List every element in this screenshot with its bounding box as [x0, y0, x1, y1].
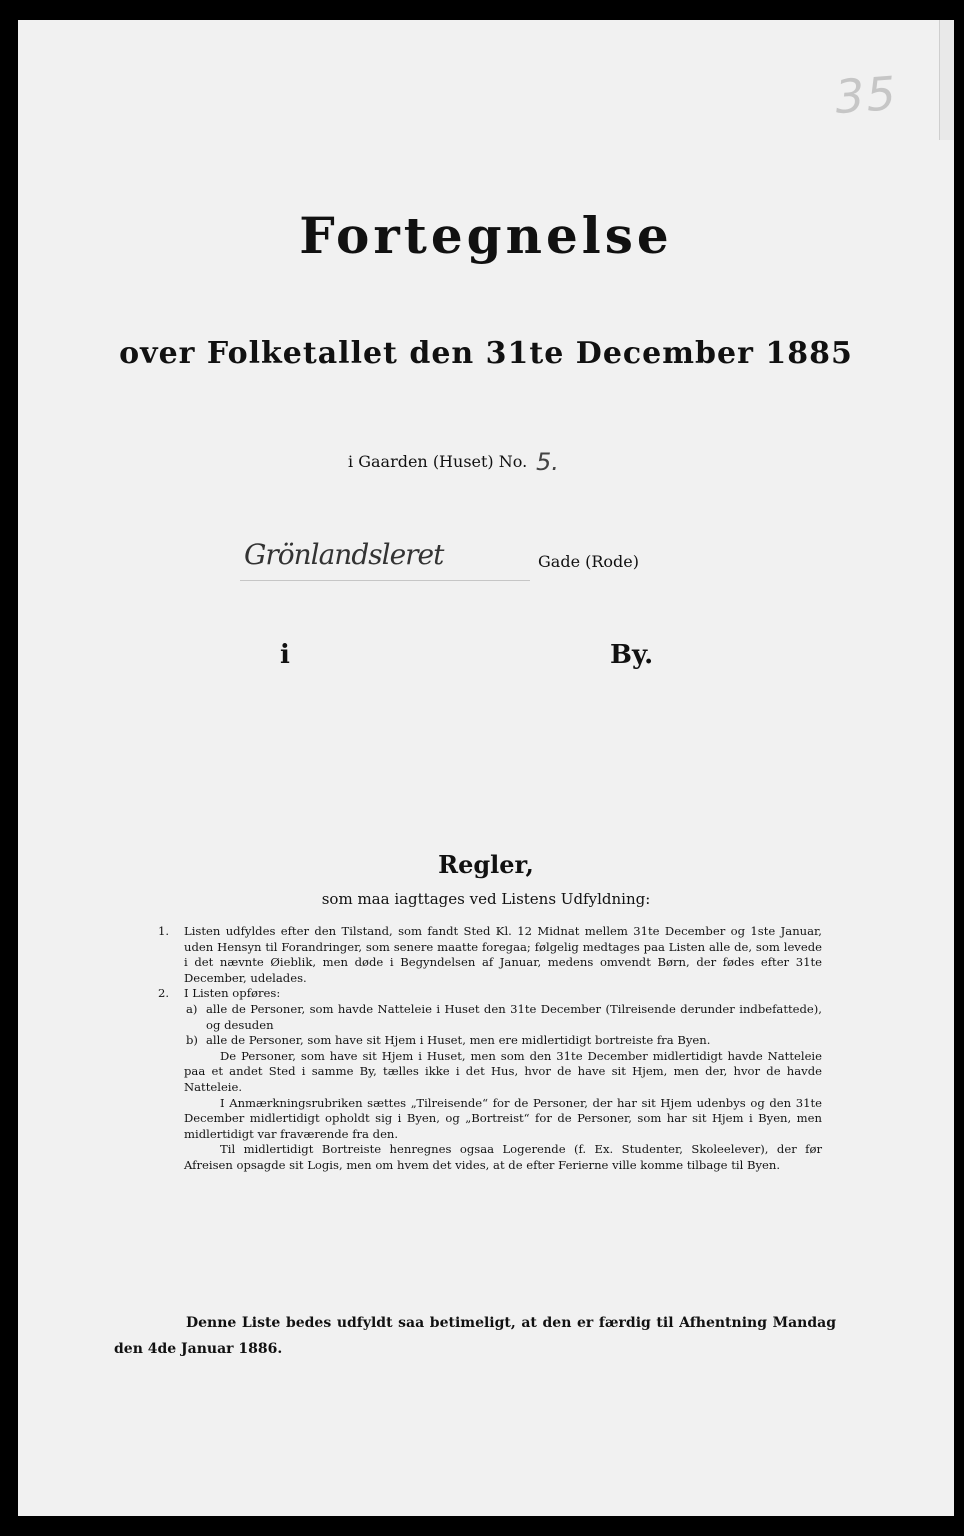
street-underline [240, 580, 530, 581]
pickup-notice: Denne Liste bedes udfyldt saa betimeligt, at den er færdig til Afhentning Mandag den 4de Januar 1886. [114, 1315, 836, 1357]
rule-sub-item [184, 1033, 822, 1049]
city-prefix: i [280, 640, 290, 670]
city-suffix: By. [610, 640, 654, 670]
rule-text: Listen udfyldes efter den Tilstand, som fandt Sted Kl. 12 Midnat mellem 31te December og 1ste Januar, uden Hensyn til Forandringer, som senere maatte foregaa; følgelig medtages paa Listen alle de, som levede i det nævnte Øieblik, men døde i Begyndelsen af Januar, medens omvendt Børn, der fødes efter 31te December, udelades. [184, 924, 822, 985]
rules-subheading: som maa iagttages ved Listens Udfyldning: [321, 890, 651, 908]
house-number-handwritten: 5. [536, 448, 559, 476]
rule-number: 2. [158, 986, 170, 1001]
form-title: Fortegnelse [299, 206, 673, 265]
rule-sub-item [184, 1002, 822, 1033]
page-number: 35 [833, 65, 900, 125]
street-suffix: Gade (Rode) [538, 552, 639, 571]
form-subtitle: over Folketallet den 31te December 1885 [119, 336, 853, 371]
rule-sub-letter: b) [186, 1033, 198, 1048]
rule-text: I Listen opføres: [184, 986, 281, 1001]
rule-item [158, 986, 822, 1173]
rule-sub-text: alle de Personer, som havde Natteleie i Huset den 31te December (Tilreisende derunder indbefattede), og desuden [206, 1001, 822, 1032]
rule-sub-text: alle de Personer, som have sit Hjem i Huset, men ere midlertidigt bortreiste fra Byen. [206, 1033, 711, 1048]
folded-corner [939, 20, 954, 140]
rule-number: 1. [158, 924, 170, 938]
rules-list [158, 924, 822, 1174]
street-name-handwritten: Grönlandsleret [244, 538, 444, 571]
rule-paragraph: I Anmærkningsrubriken sættes „Tilreisende“ for de Personer, der har sit Hjem udenbys og den 31te December midlertidigt opholdt sig i Byen, og „Bortreist“ for de Personer, som har sit Hjem i Byen, men midlertidigt var fraværende fra den. [184, 1095, 822, 1141]
rule-paragraph: Til midlertidigt Bortreiste henregnes ogsaa Logerende (f. Ex. Studenter, Skoleelever), der før Afreisen opsagde sit Logis, men om hvem det vides, at de efter Ferierne ville komme tilbage til Byen. [184, 1142, 822, 1172]
rule-paragraph: De Personer, som have sit Hjem i Huset, men som den 31te December midlertidigt havde Natteleie paa et andet Sted i samme By, tælles ikke i det Hus, hvor de have sit Hjem, men der, hvor de havde Natteleie. [184, 1048, 822, 1094]
document-sheet [18, 20, 954, 1516]
rules-heading: Regler, [438, 850, 534, 879]
rule-sub-letter: a) [186, 1001, 198, 1016]
rule-item [158, 924, 822, 986]
house-label: i Gaarden (Huset) No. [348, 452, 528, 471]
